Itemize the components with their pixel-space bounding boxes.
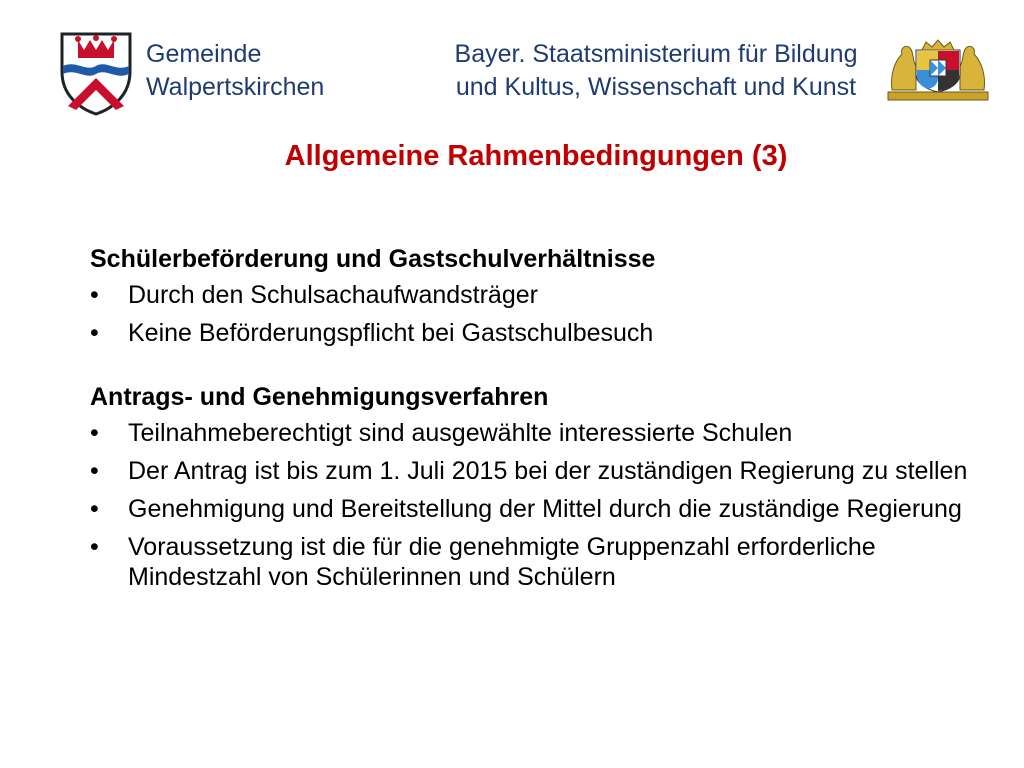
header-left-line1: Gemeinde <box>146 40 262 68</box>
slide-title: Allgemeine Rahmenbedingungen (3) <box>284 140 788 172</box>
section-transport <box>90 244 990 348</box>
bullet-list <box>90 280 990 348</box>
bavaria-coat-of-arms-icon <box>886 38 990 102</box>
section-heading: Antrags- und Genehmigungsverfahren <box>90 383 549 411</box>
bullet-item: • Voraussetzung ist die für die genehmigte Gruppenzahl erforderliche Mindestzahl von Schülerinnen und Schülern <box>90 532 990 592</box>
ministry-name <box>440 38 872 104</box>
section-heading: Schülerbeförderung und Gastschulverhältnisse <box>90 245 656 273</box>
walpertskirchen-crest-icon <box>58 28 134 116</box>
bullet-item: • Teilnahmeberechtigt sind ausgewählte interessierte Schulen <box>90 418 990 448</box>
municipality-name <box>146 38 324 104</box>
bullet-item: • Genehmigung und Bereitstellung der Mittel durch die zuständige Regierung <box>90 494 990 524</box>
header-right-line2: und Kultus, Wissenschaft und Kunst <box>455 73 857 101</box>
bullet-item: • Der Antrag ist bis zum 1. Juli 2015 bei der zuständigen Regierung zu stellen <box>90 456 990 486</box>
bullet-item: • Keine Beförderungspflicht bei Gastschulbesuch <box>90 318 990 348</box>
slide-content <box>90 244 990 626</box>
section-application <box>90 382 990 592</box>
header-left-line2: Walpertskirchen <box>146 73 325 101</box>
header-right-line1: Bayer. Staatsministerium für Bildung <box>454 40 858 68</box>
bullet-item: • Durch den Schulsachaufwandsträger <box>90 280 990 310</box>
bullet-list <box>90 418 990 592</box>
